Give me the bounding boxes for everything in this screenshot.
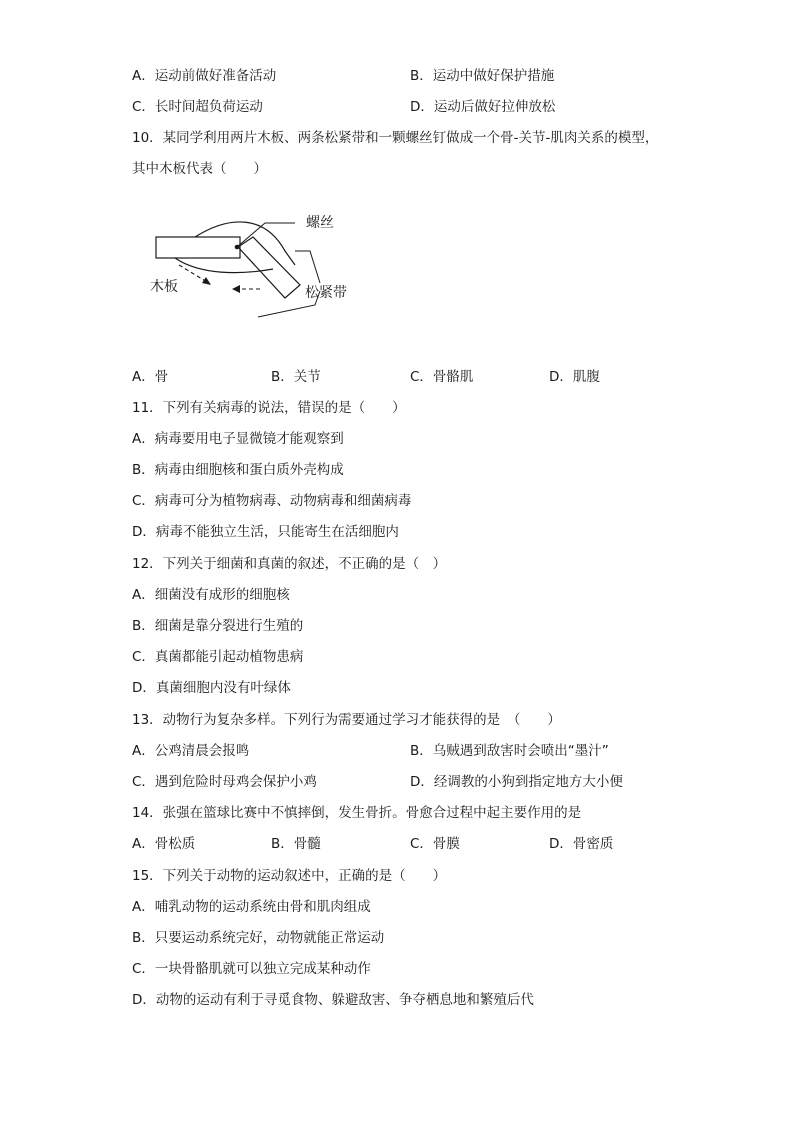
q14-stem: 14．张强在篮球比赛中不慎摔倒，发生骨折。骨愈合过程中起主要作用的是 — [132, 805, 582, 821]
q13-stem: 13．动物行为复杂多样。下列行为需要通过学习才能获得的是 （ ） — [132, 712, 561, 728]
q9-option-c: C．长时间超负荷运动 — [132, 99, 263, 115]
q11-option-a: A．病毒要用电子显微镜才能观察到 — [132, 431, 344, 447]
q9-option-a: A．运动前做好准备活动 — [132, 68, 277, 84]
q14-option-b: B．骨髓 — [271, 836, 321, 852]
q14-option-d: D．骨密质 — [549, 836, 614, 852]
lower-elastic-band — [175, 258, 273, 273]
q10-option-d: D．肌腹 — [549, 369, 600, 385]
screw-leader-line — [237, 223, 295, 247]
q15-option-b: B．只要运动系统完好，动物就能正常运动 — [132, 930, 385, 946]
q15-stem: 15．下列关于动物的运动叙述中，正确的是（ ） — [132, 868, 447, 884]
q15-option-a: A．哺乳动物的运动系统由骨和肌肉组成 — [132, 899, 371, 915]
bone-joint-muscle-model-figure — [145, 205, 375, 325]
q10-stem-line2: 其中木板代表（ ） — [132, 161, 267, 177]
q11-option-b: B．病毒由细胞核和蛋白质外壳构成 — [132, 462, 344, 478]
upper-board — [156, 237, 240, 258]
label-board: 木板 — [150, 279, 178, 295]
elastic-leader-line-1 — [295, 251, 320, 283]
q14-option-c: C．骨膜 — [410, 836, 460, 852]
q12-option-c: C．真菌都能引起动植物患病 — [132, 649, 304, 665]
label-screw: 螺丝 — [306, 215, 334, 231]
q9-option-d: D．运动后做好拉伸放松 — [410, 99, 556, 115]
q10-option-b: B．关节 — [271, 369, 321, 385]
q13-option-c: C．遇到危险时母鸡会保护小鸡 — [132, 774, 317, 790]
q10-option-c: C．骨骼肌 — [410, 369, 474, 385]
q14-option-a: A．骨松质 — [132, 836, 196, 852]
q10-option-a: A．骨 — [132, 369, 169, 385]
q12-option-d: D．真菌细胞内没有叶绿体 — [132, 680, 291, 696]
q12-stem: 12．下列关于细菌和真菌的叙述，不正确的是（ ） — [132, 556, 447, 572]
dashed-arrow-left — [179, 265, 207, 282]
q13-option-a: A．公鸡清晨会报鸣 — [132, 743, 250, 759]
q10-stem-line1: 10．某同学利用两片木板、两条松紧带和一颗螺丝钉做成一个骨-关节-肌肉关系的模型， — [132, 130, 659, 146]
q12-option-b: B．细菌是靠分裂进行生殖的 — [132, 618, 304, 634]
q11-option-d: D．病毒不能独立生活，只能寄生在活细胞内 — [132, 524, 399, 540]
arrowhead-right — [232, 285, 240, 293]
q15-option-d: D．动物的运动有利于寻觅食物、躲避敌害、争夺栖息地和繁殖后代 — [132, 992, 534, 1008]
arrowhead-left — [202, 277, 211, 285]
q11-option-c: C．病毒可分为植物病毒、动物病毒和细菌病毒 — [132, 493, 412, 509]
q9-option-b: B．运动中做好保护措施 — [410, 68, 555, 84]
q12-option-a: A．细菌没有成形的细胞核 — [132, 587, 290, 603]
label-elastic: 松紧带 — [305, 285, 347, 301]
q13-option-b: B．乌贼遇到敌害时会喷出“墨汁” — [410, 743, 609, 759]
q15-option-c: C．一块骨骼肌就可以独立完成某种动作 — [132, 961, 371, 977]
q13-option-d: D．经调教的小狗到指定地方大小便 — [410, 774, 623, 790]
q11-stem: 11．下列有关病毒的说法，错误的是（ ） — [132, 400, 406, 416]
lower-board — [238, 237, 300, 298]
